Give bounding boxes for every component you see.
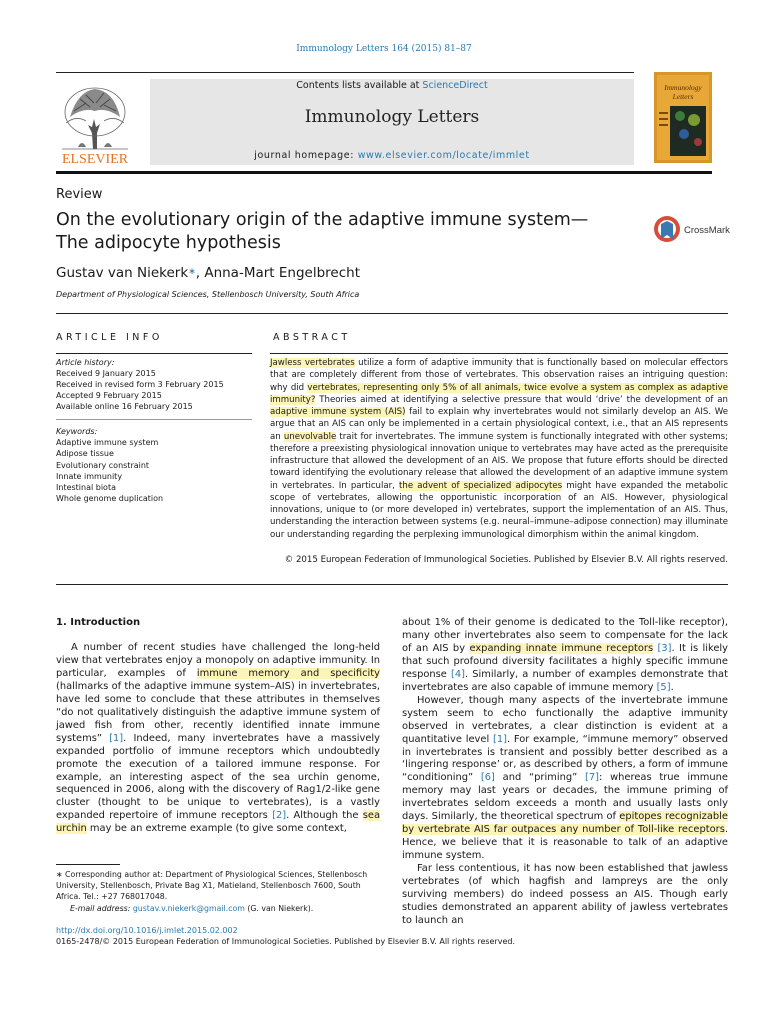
keywords-rule [56,419,252,420]
section-heading-introduction: 1. Introduction [56,617,141,628]
abstract-segment: Theories aimed at identifying a selective pressure that would ‘drive’ the development of an [315,394,728,405]
abstract-segment: might have expanded the metabolic scope of vertebrates, allowing the opportunistic incorporation of an AIS. However, physiological innovations, unique to (or more developed in) vertebrates, support the implementation of an AIS. Thus, understanding the interaction between systems (e.g. neural–immune–adipose connection) may illuminate our understanding regarding the perplexing immunological dimorphism within the animal kingdom. [270,480,728,540]
abstract-copyright: © 2015 European Federation of Immunological Societies. Published by Elsevier B.V. All rights reserved. [284,555,728,565]
crossmark-badge[interactable] [652,214,732,244]
journal-name: Immunology Letters [304,107,480,127]
citation-link[interactable]: [6] [480,772,495,784]
author-1: Gustav van Niekerk [56,265,189,281]
elsevier-wordmark: ELSEVIER [61,152,129,167]
body-column-right [402,617,728,928]
text-run: . Similarly, a number of examples demonstrate that invertebrates are also capable of immune memory [402,668,728,693]
highlight: epitopes recognizable by vertebrate AIS far outpaces any number of Toll-like receptors [402,811,728,836]
citation-link[interactable]: [3] [657,642,672,654]
issn-copyright: 0165-2478/© 2015 European Federation of Immunological Societies. Published by Elsevier B.V. All rights reserved. [56,937,516,946]
citation-link[interactable]: [1] [109,732,124,744]
citation-link[interactable]: [4] [450,668,465,680]
text-run: A number of recent studies have challenged the long-held view that vertebrates enjoy a monopoly on adaptive immunity. In particular, examples of [56,642,380,679]
article-info-rule [56,353,252,354]
abstract-segment: fail to explain why invertebrates would not similarly develop an AIS. We argue that an AIS can only be implemented in a certain physiological context, i.e., that an AIS represents an [270,407,728,442]
article-info-heading: ARTICLE INFO [56,332,163,343]
journal-homepage-link[interactable]: www.elsevier.com/locate/immlet [357,150,530,161]
highlight: adaptive immune system (AIS) [270,407,406,417]
affiliation-rule [56,313,728,314]
corresponding-author-footnote [56,869,382,914]
email-label: E-mail address: [70,903,133,913]
abstract-end-rule [56,584,728,585]
citation-link[interactable]: [7] [584,772,599,784]
text-run: . It is likely that such profound diversity facilitates a highly specific immune response [402,642,728,680]
keyword-item: Innate immunity [56,471,123,481]
footnote-rule [56,864,120,865]
text-run: . Although the [286,810,363,822]
citation-link[interactable]: [5] [656,681,671,693]
highlight: the advent of specialized adipocytes [399,480,563,491]
svg-text:Letters: Letters [672,92,694,101]
keywords-label: Keywords: [56,427,98,436]
paragraph [56,642,380,836]
abstract-text [270,357,728,541]
email-suffix: (G. van Niekerk). [244,903,314,913]
highlight: Jawless vertebrates [270,358,355,368]
email-link[interactable]: gustav.v.niekerk@gmail.com [132,903,245,913]
contents-prefix: Contents lists available at [296,80,423,91]
citation-link[interactable]: [2] [272,810,287,822]
homepage-prefix: journal homepage: [254,150,358,161]
text-run: may be an extreme example (to give some context, [86,823,347,835]
keyword-item: Adipose tissue [56,449,114,459]
text-run: about 1% of their genome is dedicated to the Toll-like receptor), many other invertebrates also seem to compensate for the lack of an AIS by [402,617,728,654]
doi-link[interactable]: http://dx.doi.org/10.1016/j.imlet.2015.02.002 [56,926,238,935]
history-label: Article history: [56,358,115,367]
abstract-heading: ABSTRACT [273,332,351,343]
body-column-left [56,642,380,836]
contents-available-line [150,80,634,91]
history-revised: Received in revised form 3 February 2015 [56,380,224,389]
citation-link[interactable]: [1] [492,733,507,745]
keyword-item: Whole genome duplication [56,494,164,504]
keywords-list [56,426,252,504]
paragraph [402,863,728,928]
crossmark-label: CrossMark [684,225,730,236]
elsevier-tree-logo [56,77,134,167]
text-run: . Indeed, many invertebrates have a massively expanded portfolio of immune receptors which undoubtedly promote the execution of a tailored immune response. For example, an interesting aspect of the sea urchin genome, sequenced in 2006, along with the discovery of Rag1/2-like gene cluster (thought to be unique to vertebrates), is a vastly expanded repertoire of immune receptors [56,732,380,822]
keyword-item: Intestinal biota [56,483,116,493]
affiliation: Department of Physiological Sciences, Stellenbosch University, South Africa [56,290,360,299]
footnote-text: ∗ Corresponding author at: Department of Physiological Sciences, Stellenbosch University, Stellenbosch, Private Bag X1, Matieland, Stellenbosch 7600, South Africa. Tel.: +27 768017048. [56,870,368,902]
abstract-rule [270,353,728,354]
journal-homepage-line [150,150,634,161]
text-run: . Hence, we believe that it is reasonable to talk of an adaptive immune system. [402,824,728,862]
corresponding-author-mark[interactable]: ∗ [188,267,196,277]
history-received: Received 9 January 2015 [56,369,156,378]
article-type: Review [56,187,103,202]
text-run: : whereas true immune memory may last years or decades, the immune priming of invertebrates seldom exceeds a month and usually lasts only days. Similarly, the theoretical spectrum of [402,772,728,823]
text-run: . For example, “immune memory” observed in invertebrates is transient and possibly better described as a ‘lingering response’ or, as described by others, a form of immune “conditioning” [402,733,728,784]
highlight: vertebrates, representing only 5% of all animals, twice evolve a system as complex as adaptive immunity? [270,382,728,405]
text-run: and “priming” [494,772,585,784]
header-thick-rule [56,171,712,174]
highlight: sea urchin [56,810,381,835]
journal-cover-image [654,72,712,163]
svg-text:Immunology: Immunology [664,83,702,92]
header-rule [56,72,634,73]
keyword-item: Adaptive immune system [56,438,159,448]
highlight: immune memory and specificity [196,667,380,679]
keyword-item: Evolutionary constraint [56,460,150,470]
article-history [56,357,252,412]
sciencedirect-link[interactable]: ScienceDirect [422,80,488,91]
highlight: expanding innate immune receptors [469,642,654,654]
author-list [56,265,360,281]
author-2: Anna-Mart Engelbrecht [204,265,360,281]
text-run: (hallmarks of the adaptive immune system–AIS) in invertebrates, have led some to conclude that these attributes in themselves “do not qualitatively distinguish the adaptive immune system of jawed fish from other, recently identified innate immune systems” [56,680,380,744]
history-accepted: Accepted 9 February 2015 [56,391,162,400]
author-separator: , [195,265,205,281]
article-title: On the evolutionary origin of the adaptive immune system—The adipocyte hypothesis [56,210,589,253]
paragraph [402,695,728,863]
history-online: Available online 16 February 2015 [56,402,193,411]
text-run: Far less contentious, it has now been established that jawless vertebrates (of which hagfish and lampreys are the only surviving members) do indeed possess an AIS. Though early studies demonstrated an apparent ability of jawless vertebrates to launch an [402,863,728,926]
email-line [56,903,382,914]
text-run: However, though many aspects of the invertebrate immune system seem to echo functionally the adaptive immunity observed in vertebrates, a clear distinction is evident at a quantitative level [402,694,728,745]
abstract-segment: utilize a form of adaptive immunity that is functionally based on molecular effectors that are completely different from those of vertebrates. This observation raises an intriguing question: why did [270,358,728,393]
journal-citation[interactable]: Immunology Letters 164 (2015) 81–87 [296,44,472,54]
highlight: unevolvable [283,431,337,442]
abstract-segment: trait for invertebrates. The immune system is functionally integrated with other systems; therefore a preexisting physiological innovation unique to vertebrates may have acted as the prerequisite infrastructure that allowed the development of an AIS. We propose that future efforts should be directed toward identifying the evolutionary release that allowed the development of an adaptive immune system in vertebrates. In particular, [270,431,728,491]
paragraph [402,617,728,695]
text-run: . [670,681,674,693]
